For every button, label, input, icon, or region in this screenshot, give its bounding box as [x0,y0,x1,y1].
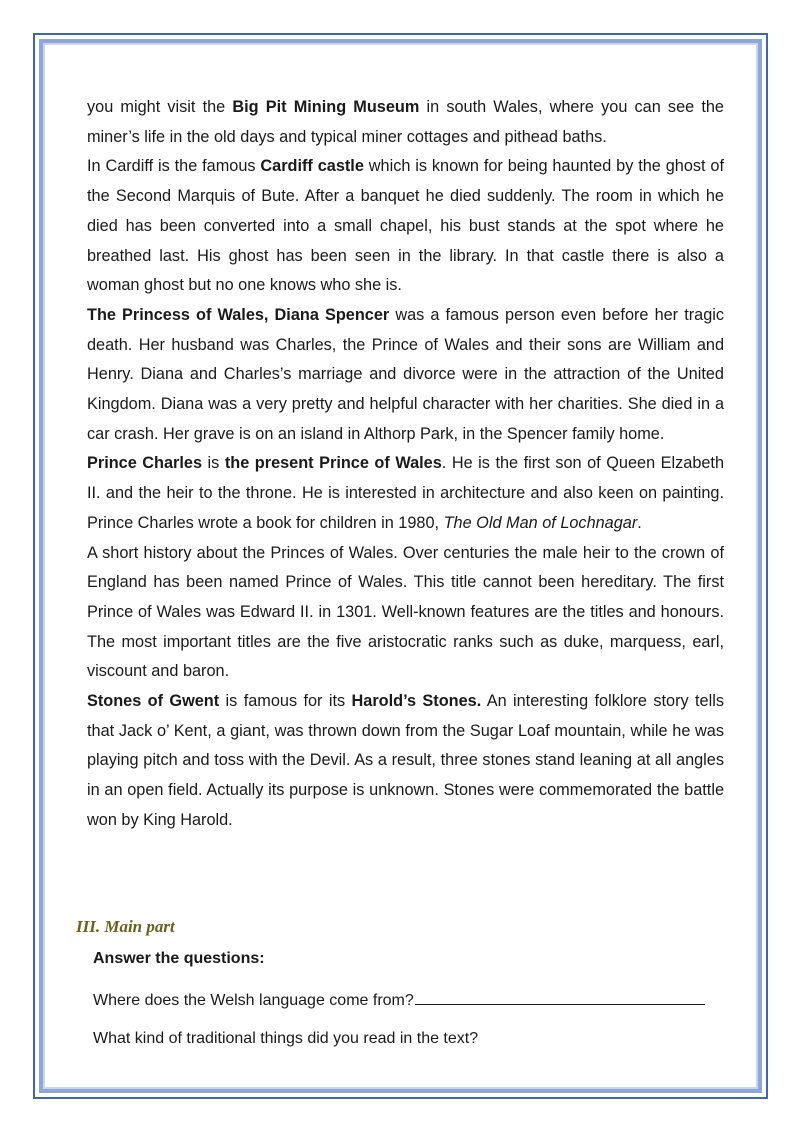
bold-term: Prince Charles [87,454,203,473]
paragraph-text: is [202,454,225,473]
question-1 [93,990,705,1010]
paragraph-text: is famous for its [219,692,352,711]
paragraph-text: In Cardiff is the famous [87,157,261,176]
question-2 [93,1030,478,1048]
bold-term: The Princess of Wales, Diana Spencer [87,305,390,324]
paragraph-cardiff-castle [87,152,724,301]
paragraph-text: in south Wales, where you can see the miner’s life in the old days and typical miner cottages and pithead baths. [87,98,724,146]
paragraph-big-pit [87,93,724,152]
question-text: What kind of traditional things did you read in the text? [93,1030,479,1047]
paragraph-text: . He is the first son of Queen Elzabeth II. and the heir to the throne. He is interested in architecture and also keen on painting. Prince Charles wrote a book for children in 1980, [87,454,725,532]
paragraph-text: you might visit the [87,98,233,116]
paragraph-stones-of-gwent [87,687,724,836]
paragraph-text: which is known for being haunted by the ghost of the Second Marquis of Bute. After a banquet he died suddenly. The room in which he died has been converted into a small chapel, his bust stands at the spot where he breathed last. His ghost has been seen in the library. In that castle there is also a woman ghost but no one knows who she is. [87,157,724,295]
book-title: The Old Man of Lochnagar [443,513,638,532]
question-text: Where does the Welsh language come from? [93,992,414,1009]
bold-term: the present Prince of Wales [224,454,442,473]
bold-term: Big Pit Mining Museum [232,98,420,116]
paragraph-text: . [637,513,642,532]
paragraph-prince-charles [87,449,724,538]
bold-term: Stones of Gwent [87,692,220,711]
bold-term: Cardiff castle [260,157,364,176]
paragraph-princess-diana [87,301,724,450]
paragraph-text: An interesting folklore story tells that Jack o’ Kent, a giant, was thrown down from the Sugar Loaf mountain, while he was playing pitch and toss with the Devil. As a result, three stones stand leaning at all angles in an open field. Actually its purpose is unknown. Stones were commemorated the battle won by King Harold. [87,692,724,829]
paragraph-text: was a famous person even before her tragic death. Her husband was Charles, the Prince of Wales and their sons are William and Henry. Diana and Charles’s marriage and divorce were in the attraction of the United Kingdom. Diana was a very pretty and helpful character with her charities. She died in a car crash. Her grave is on an island in Althorp Park, in the Spencer family home. [87,305,725,443]
paragraph-princes-history [87,539,724,688]
paragraph-text: A short history about the Princes of Wales. Over centuries the male heir to the crown of England has been named Prince of Wales. This title cannot been hereditary. The first Prince of Wales was Edward II. in 1301. Well-known features are the titles and honours. The most important titles are the five aristocratic ranks such as duke, marquess, earl, viscount and baron. [87,543,724,681]
bold-term: Harold’s Stones. [351,692,482,711]
questions-instruction: Answer the questions: [93,950,265,967]
answer-line[interactable] [415,990,705,1005]
reading-text [87,93,724,836]
section-heading: III. Main part [76,917,175,936]
